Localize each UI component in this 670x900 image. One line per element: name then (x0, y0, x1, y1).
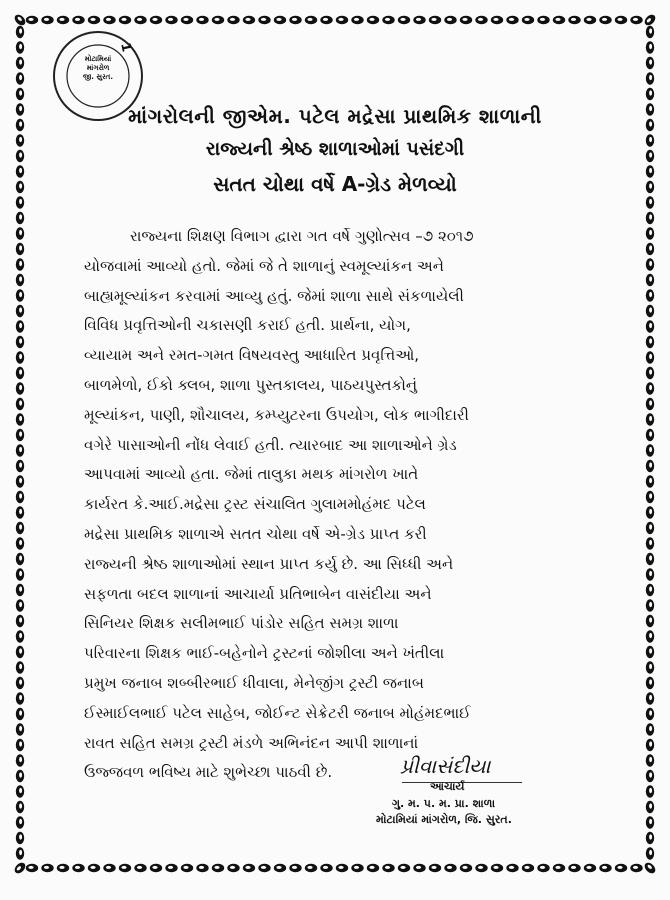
border-bead (16, 460, 24, 472)
border-bead (646, 88, 654, 100)
body-line: મૂલ્યાંકન, પાણી, શૌચાલય, કમ્પ્યુટરના ઉપયોગ, લોક ભાગીદારી (84, 405, 469, 424)
headline-line-1: માંગરોલની જીએમ. પટેલ મદ્રેસા પ્રાથમિક શાળાની (128, 104, 542, 128)
border-bead (646, 289, 654, 301)
border-bead (227, 864, 239, 872)
border-bead (103, 864, 115, 872)
border-bead (599, 16, 611, 24)
border-bead (16, 739, 24, 751)
border-bead (16, 57, 24, 69)
border-bead (57, 16, 69, 24)
border-bead (305, 16, 317, 24)
border-bead (16, 832, 24, 844)
border-bead (367, 864, 379, 872)
headline-line-2: રાજ્યની શ્રેષ્ઠ શાળાઓમાં પસંદગી (205, 138, 465, 160)
border-bead (646, 196, 654, 208)
border-bead (646, 522, 654, 534)
border-bead (643, 861, 658, 876)
border-bead (429, 864, 441, 872)
border-bead (16, 723, 24, 735)
border-bead (429, 16, 441, 24)
border-bead (646, 692, 654, 704)
border-bead (119, 864, 131, 872)
border-bead (646, 599, 654, 611)
border-bead (646, 119, 654, 131)
border-bead (16, 444, 24, 456)
border-bead (646, 754, 654, 766)
border-bead (16, 475, 24, 487)
body-line: રાવત સહિત સમગ્ર ટ્રસ્ટી મંડળે અભિનંદન આપી શાળાનાં (84, 733, 419, 752)
border-bead (646, 646, 654, 658)
body-line: કાર્યરત કે.આઈ.મદ્રેસા ટ્રસ્ટ સંચાલિત ગુલામમોહંમદ પટેલ (84, 495, 426, 514)
border-bead (491, 16, 503, 24)
border-bead (646, 537, 654, 549)
border-bead (16, 677, 24, 689)
border-bead (13, 13, 28, 28)
border-bead (646, 584, 654, 596)
border-bead (41, 864, 53, 872)
border-bead (258, 864, 270, 872)
border-bead (16, 196, 24, 208)
border-bead (16, 336, 24, 348)
body-line: ઈસ્માઈલભાઈ પટેલ સાહેબ, જોઈન્ટ સેક્રેટરી જનાબ મોહંમદભાઈ (84, 703, 471, 722)
stamp-line-2: માંગરોળ (86, 64, 110, 72)
body-line: પરિવારના શિક્ષક ભાઈ-બહેનોને ટ્રસ્ટનાં જોશીલા અને ખંતીલા (84, 644, 445, 663)
border-bead (553, 864, 565, 872)
border-bead (16, 801, 24, 813)
border-bead (16, 770, 24, 782)
border-bead (41, 16, 53, 24)
border-bead (16, 553, 24, 565)
border-bead (16, 150, 24, 162)
stamp-line-1: મોટામિયાં (84, 55, 112, 63)
border-bead (88, 864, 100, 872)
border-bead (196, 864, 208, 872)
border-bead (26, 864, 38, 872)
border-bead (88, 16, 100, 24)
border-bead (212, 16, 224, 24)
border-bead (16, 41, 24, 53)
body-line: સિનિયર શિક્ષક સલીમભાઈ પાંડોર સહિત સમગ્ર શાળા (84, 614, 399, 633)
border-bead (57, 864, 69, 872)
border-bead (165, 864, 177, 872)
border-bead (16, 320, 24, 332)
border-bead (243, 864, 255, 872)
border-bead (413, 864, 425, 872)
border-bead (475, 16, 487, 24)
border-bead (16, 212, 24, 224)
article-body (84, 222, 594, 788)
border-bead (16, 646, 24, 658)
border-bead (460, 864, 472, 872)
body-line: વ્યાયામ અને રમત-ગમત વિષયવસ્તુ આધારિત પ્રવૃત્તિઓ, (84, 346, 420, 365)
border-bead (16, 103, 24, 115)
border-bead (646, 816, 654, 828)
border-bead (646, 165, 654, 177)
border-bead (444, 864, 456, 872)
border-bead (367, 16, 379, 24)
border-bead (646, 57, 654, 69)
border-bead (646, 320, 654, 332)
border-bead (16, 413, 24, 425)
border-bead (181, 864, 193, 872)
border-bead (646, 568, 654, 580)
border-bead (134, 864, 146, 872)
handwritten-signature: પ્રીવાસંદીયા (400, 754, 491, 778)
border-bead (413, 16, 425, 24)
border-bead (16, 599, 24, 611)
border-bead (491, 864, 503, 872)
body-line: મદ્રેસા પ્રાથમિક શાળાએ સતત ચોથા વર્ષે એ-ગ્રેડ પ્રાપ્ત કરી (84, 524, 427, 543)
body-line: રાજ્યના શિક્ષણ વિભાગ દ્વારા ગત વર્ષે ગુણોત્સવ –૭ ૨૦૧૭ (130, 227, 474, 245)
border-bead (646, 553, 654, 565)
border-bead (16, 305, 24, 317)
border-bead (289, 16, 301, 24)
border-bead (16, 429, 24, 441)
border-bead (16, 816, 24, 828)
border-bead (119, 16, 131, 24)
border-bead (398, 16, 410, 24)
border-bead (16, 615, 24, 627)
border-bead (646, 227, 654, 239)
border-bead (351, 864, 363, 872)
border-bead (212, 864, 224, 872)
border-bead (16, 258, 24, 270)
border-bead (646, 367, 654, 379)
border-bead (646, 801, 654, 813)
border-bead (444, 16, 456, 24)
border-bead (16, 398, 24, 410)
border-bead (615, 16, 627, 24)
signatory-title: આચાર્ય (430, 780, 465, 793)
border-bead (16, 274, 24, 286)
border-bead (16, 584, 24, 596)
border-bead (646, 258, 654, 270)
border-bead (646, 150, 654, 162)
border-bead (16, 847, 24, 859)
border-bead (522, 16, 534, 24)
border-bead (506, 16, 518, 24)
border-bead (274, 16, 286, 24)
border-bead (16, 382, 24, 394)
border-bead (181, 16, 193, 24)
body-line: યોજવામાં આવ્યો હતો. જેમાં જે તે શાળાનું સ્વમૂલ્યાંકન અને (84, 256, 444, 275)
border-bead (537, 864, 549, 872)
border-bead (16, 568, 24, 580)
stamp-line-3: જી. સુરત. (83, 73, 113, 81)
border-bead (646, 429, 654, 441)
border-bead (568, 16, 580, 24)
border-bead (16, 26, 24, 38)
border-bead (615, 864, 627, 872)
border-bead (26, 16, 38, 24)
border-bead (646, 413, 654, 425)
body-line: બાહ્યમૂલ્યાંકન કરવામાં આવ્યુ હતું. જેમાં શાળા સાથે સંકળાયેલી (84, 286, 464, 305)
body-line: રાજ્યની શ્રેષ્ઠ શાળાઓમાં સ્થાન પ્રાપ્ત કર્યુ છે. આ સિધ્ધી અને (84, 554, 454, 573)
border-bead (16, 227, 24, 239)
border-bead (196, 16, 208, 24)
stamp-text (66, 55, 130, 82)
border-bead (584, 16, 596, 24)
border-bead (646, 382, 654, 394)
border-bead (646, 41, 654, 53)
border-bead (336, 864, 348, 872)
border-bead (258, 16, 270, 24)
border-bead (646, 475, 654, 487)
body-line: બાળમેળો, ઈકો ક્લબ, શાળા પુસ્તકાલય, પાઠયપુસ્તકોનું (84, 375, 418, 394)
border-bead (646, 630, 654, 642)
border-bead (16, 88, 24, 100)
border-bead (553, 16, 565, 24)
border-bead (646, 336, 654, 348)
border-bead (646, 832, 654, 844)
border-bead (16, 537, 24, 549)
border-bead (646, 770, 654, 782)
border-bead (72, 16, 84, 24)
border-bead (646, 723, 654, 735)
border-bead (16, 491, 24, 503)
border-bead (150, 16, 162, 24)
border-bead (16, 692, 24, 704)
border-bead (150, 864, 162, 872)
border-bead (506, 864, 518, 872)
border-bead (646, 72, 654, 84)
stamp-number: 1 (117, 41, 134, 54)
border-bead (646, 506, 654, 518)
border-bead (646, 305, 654, 317)
border-bead (16, 785, 24, 797)
border-bead (336, 16, 348, 24)
border-bead (382, 16, 394, 24)
border-bead (646, 661, 654, 673)
border-bead (16, 165, 24, 177)
border-bead (16, 289, 24, 301)
border-bead (398, 864, 410, 872)
border-bead (320, 16, 332, 24)
border-bead (16, 708, 24, 720)
border-bead (16, 754, 24, 766)
border-bead (16, 119, 24, 131)
border-bead (630, 16, 642, 24)
signatory-school: ગુ. મ. પ. મ. પ્રા. શાળા (392, 797, 496, 810)
body-line: વિવિધ પ્રવૃત્તિઓની ચકાસણી કરાઈ હતી. પ્રાર્થના, યોગ, (84, 316, 411, 335)
border-bead (16, 506, 24, 518)
body-line: ઉજ્જવળ ભવિષ્ય માટે શુભેચ્છા પાઠવી છે. (84, 763, 333, 782)
border-bead (646, 212, 654, 224)
border-bead (646, 398, 654, 410)
border-bead (630, 864, 642, 872)
border-bead (646, 677, 654, 689)
border-bead (537, 16, 549, 24)
border-bead (305, 864, 317, 872)
border-bead (134, 16, 146, 24)
border-bead (16, 72, 24, 84)
border-bead (646, 243, 654, 255)
border-bead (13, 861, 28, 876)
border-bead (16, 661, 24, 673)
border-bead (646, 181, 654, 193)
border-bead (646, 103, 654, 115)
border-bead (522, 864, 534, 872)
border-bead (16, 630, 24, 642)
border-bead (16, 243, 24, 255)
border-bead (599, 864, 611, 872)
border-bead (382, 864, 394, 872)
border-bead (320, 864, 332, 872)
headline-line-3: સતત ચોથા વર્ષે A-ગ્રેડ મેળવ્યો (213, 172, 457, 196)
border-bead (16, 181, 24, 193)
border-bead (584, 864, 596, 872)
border-bead (646, 785, 654, 797)
border-bead (646, 26, 654, 38)
border-bead (72, 864, 84, 872)
body-line: સફળતા બદલ શાળાનાં આચાર્યા પ્રતિભાબેન વાસંદીયા અને (84, 584, 432, 603)
border-bead (289, 864, 301, 872)
border-bead (243, 16, 255, 24)
border-bead (568, 864, 580, 872)
border-bead (16, 367, 24, 379)
border-bead (646, 134, 654, 146)
border-bead (646, 708, 654, 720)
border-bead (646, 460, 654, 472)
body-line: વગેરે પાસાઓની નોંધ લેવાઈ હતી. ત્યારબાદ આ શાળાઓને ગ્રેડ (84, 435, 457, 454)
border-bead (16, 522, 24, 534)
signatory-place: મોટામિયાં માંગરોળ, જિ. સુરત. (376, 813, 512, 826)
border-bead (16, 134, 24, 146)
border-bead (646, 351, 654, 363)
border-bead (165, 16, 177, 24)
border-bead (274, 864, 286, 872)
border-bead (646, 491, 654, 503)
body-line: આપવામાં આવ્યો હતા. જેમાં તાલુકા મથક માંગરોળ ખાતે (84, 465, 419, 484)
border-bead (351, 16, 363, 24)
border-bead (103, 16, 115, 24)
border-bead (646, 615, 654, 627)
border-bead (646, 739, 654, 751)
border-bead (16, 351, 24, 363)
border-bead (460, 16, 472, 24)
border-bead (475, 864, 487, 872)
border-bead (643, 13, 658, 28)
border-bead (646, 444, 654, 456)
border-bead (227, 16, 239, 24)
border-bead (646, 847, 654, 859)
border-bead (646, 274, 654, 286)
body-line: પ્રમુખ જનાબ શબ્બીરભાઈ ધીવાલા, મેનેજીંગ ટ્રસ્ટી જનાબ (84, 673, 424, 692)
